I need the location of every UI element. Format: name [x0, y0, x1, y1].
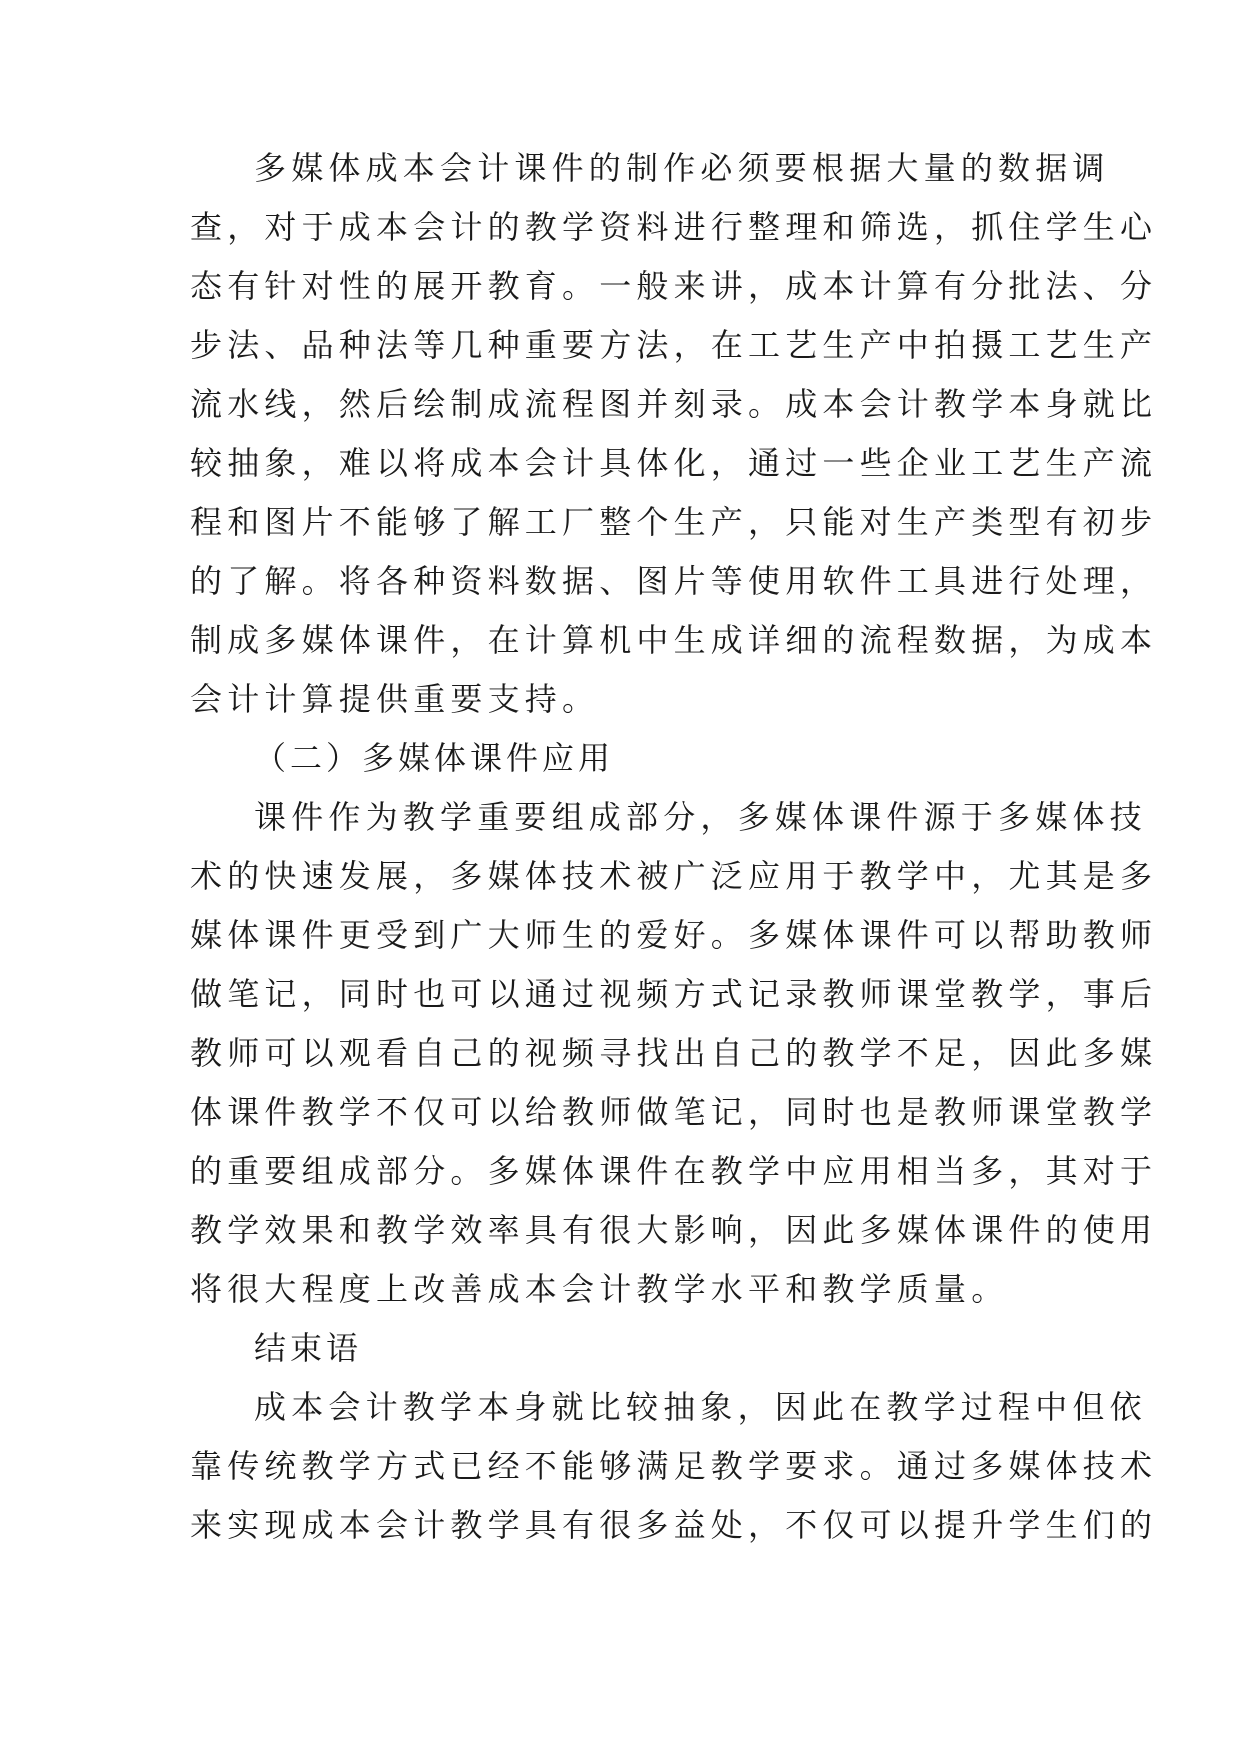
text-line: 的重要组成部分。多媒体课件在教学中应用相当多，其对于 — [190, 1152, 1158, 1190]
text-line: 多媒体成本会计课件的制作必须要根据大量的数据调 — [254, 149, 1110, 187]
text-line: 查，对于成本会计的教学资料进行整理和筛选，抓住学生心 — [190, 208, 1158, 246]
text-line: 靠传统教学方式已经不能够满足教学要求。通过多媒体技术 — [190, 1447, 1158, 1485]
text-line: 会计计算提供重要支持。 — [190, 680, 600, 718]
text-line: 做笔记，同时也可以通过视频方式记录教师课堂教学，事后 — [190, 975, 1158, 1013]
text-line: 术的快速发展，多媒体技术被广泛应用于教学中，尤其是多 — [190, 857, 1158, 895]
text-line: 制成多媒体课件，在计算机中生成详细的流程数据，为成本 — [190, 621, 1158, 659]
text-line: 步法、品种法等几种重要方法，在工艺生产中拍摄工艺生产 — [190, 326, 1158, 364]
text-line: 教学效果和教学效率具有很大影响，因此多媒体课件的使用 — [190, 1211, 1158, 1249]
text-line: 教师可以观看自己的视频寻找出自己的教学不足，因此多媒 — [190, 1034, 1158, 1072]
text-line: 程和图片不能够了解工厂整个生产，只能对生产类型有初步 — [190, 503, 1158, 541]
text-line: 的了解。将各种资料数据、图片等使用软件工具进行处理， — [190, 562, 1158, 600]
text-line: 成本会计教学本身就比较抽象，因此在教学过程中但依 — [254, 1388, 1147, 1426]
text-line: 媒体课件更受到广大师生的爱好。多媒体课件可以帮助教师 — [190, 916, 1158, 954]
text-line: 来实现成本会计教学具有很多益处，不仅可以提升学生们的 — [190, 1506, 1158, 1544]
text-line: 流水线，然后绘制成流程图并刻录。成本会计教学本身就比 — [190, 385, 1158, 423]
text-line: 体课件教学不仅可以给教师做笔记，同时也是教师课堂教学 — [190, 1093, 1158, 1131]
text-line: 将很大程度上改善成本会计教学水平和教学质量。 — [190, 1270, 1009, 1308]
section-heading: （二）多媒体课件应用 — [254, 739, 615, 777]
text-line: 较抽象，难以将成本会计具体化，通过一些企业工艺生产流 — [190, 444, 1158, 482]
text-line: 课件作为教学重要组成部分，多媒体课件源于多媒体技 — [254, 798, 1147, 836]
section-heading: 结束语 — [254, 1329, 363, 1367]
text-line: 态有针对性的展开教育。一般来讲，成本计算有分批法、分 — [190, 267, 1158, 305]
